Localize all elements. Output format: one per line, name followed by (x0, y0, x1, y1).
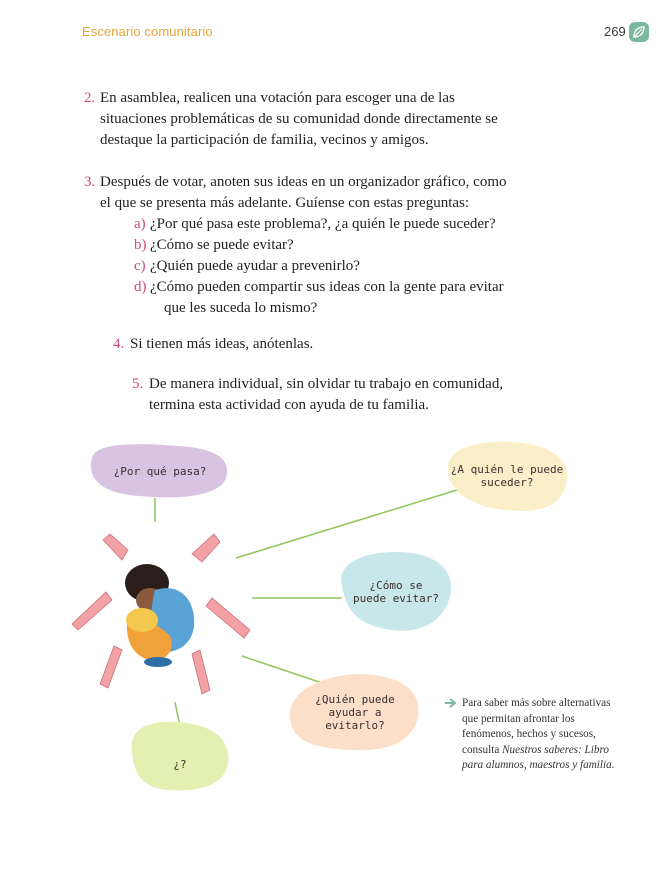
question-text: ¿Cómo se puede evitar? (150, 237, 294, 253)
question-letter: c) (134, 258, 146, 274)
question-letter: b) (134, 237, 147, 253)
instruction-line: Después de votar, anoten sus ideas en un organizador gráfico, como (100, 174, 507, 190)
bubble-question-text: ¿? (173, 757, 187, 771)
leaf-icon (629, 22, 649, 42)
bubble-avoid-line: puede evitar? (352, 592, 440, 605)
item-number: 5. (132, 376, 144, 392)
instruction-line: destaque la participación de familia, vecinos y amigos. (100, 132, 429, 148)
sad-child-illustration (125, 564, 194, 667)
instruction-line: el que se presenta más adelante. Guíense con estas preguntas: (100, 195, 470, 211)
instruction-line: Si tienen más ideas, anótenlas. (130, 336, 314, 352)
instruction-line: situaciones problemáticas de su comunidad donde directamente se (100, 111, 498, 127)
connector-line (236, 490, 457, 558)
question-text: ¿Quién puede ayudar a prevenirlo? (150, 258, 360, 274)
bubble-who-line: ¿A quién le puede (450, 463, 564, 476)
page-number: 269 (604, 24, 626, 39)
instruction-line: termina esta actividad con ayuda de tu familia. (149, 397, 429, 413)
hand-bottom-right (192, 650, 210, 694)
bubble-avoid-text (346, 574, 446, 610)
question-text: ¿Cómo pueden compartir sus ideas con la gente para evitar (150, 279, 504, 295)
hand-left (72, 592, 112, 630)
instruction-line: De manera individual, sin olvidar tu trabajo en comunidad, (149, 376, 504, 392)
arrow-right-icon (444, 698, 458, 708)
item-number: 3. (84, 174, 96, 190)
question-letter: a) (134, 216, 146, 232)
hand-top-left (103, 534, 128, 560)
connector-line (242, 656, 322, 683)
side-note (462, 696, 620, 774)
bubble-help-line: ¿Quién puede (315, 692, 395, 706)
bubble-help-line: ayudar a evitarlo? (325, 705, 385, 732)
book-title: Nuestros saberes: Libro para alumnos, maestros y familia. (462, 743, 615, 771)
bubble-why-text: ¿Por qué pasa? (113, 464, 207, 478)
section-title: Escenario comunitario (82, 24, 213, 39)
question-text: ¿Por qué pasa este problema?, ¿a quién le puede suceder? (150, 216, 496, 232)
hand-right (206, 598, 250, 638)
instruction-line: En asamblea, realicen una votación para escoger una de las (100, 90, 455, 106)
hand-top-right (192, 534, 220, 562)
side-note-text: Para saber más sobre alternativas que permitan afrontar los fenómenos, hechos y sucesos, consulta (462, 697, 611, 756)
child-shoe (144, 657, 172, 667)
bubble-who-line: suceder? (480, 476, 534, 489)
item-number: 2. (84, 90, 96, 106)
item-number: 4. (113, 336, 125, 352)
question-text: que les suceda lo mismo? (164, 300, 318, 316)
hand-bottom-left (100, 646, 122, 688)
bubble-help-text (296, 694, 414, 730)
question-letter: d) (134, 279, 147, 295)
bubble-who-text (448, 458, 566, 494)
bubble-avoid-line: ¿Cómo se (369, 579, 423, 592)
child-knee (126, 608, 158, 632)
